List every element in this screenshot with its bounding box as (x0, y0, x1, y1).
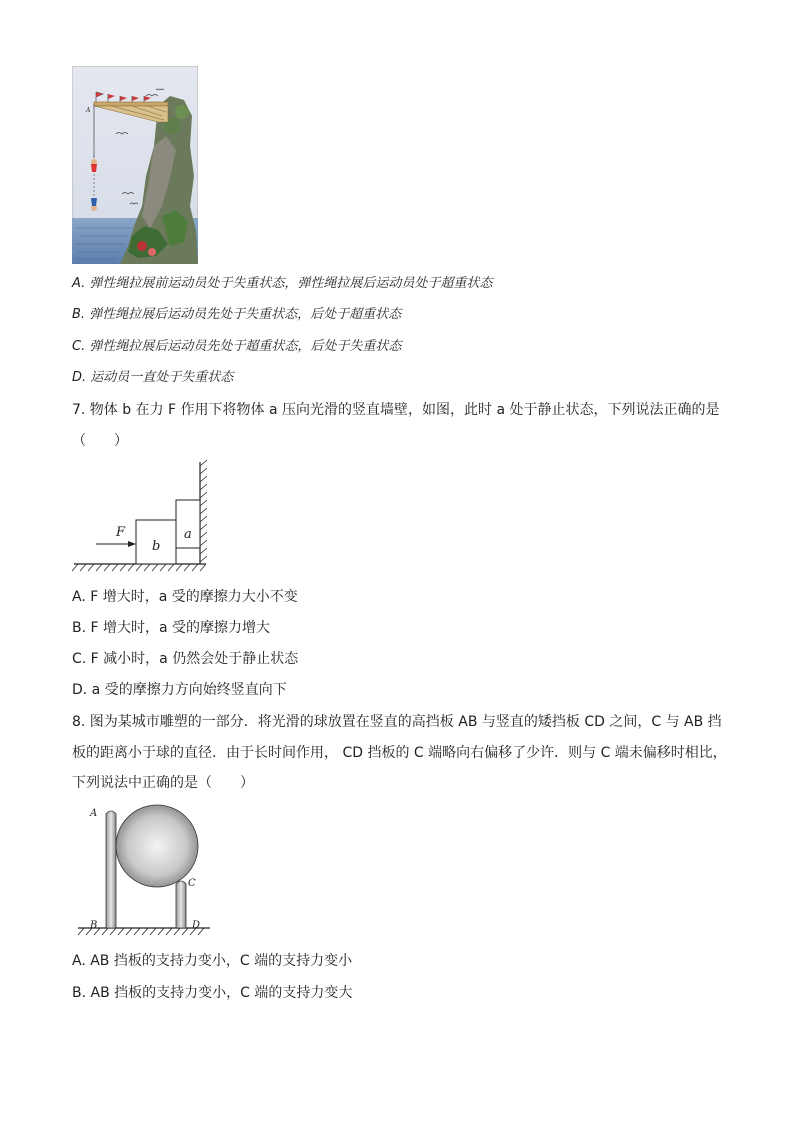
q7-stem-line1: 7. 物体 b 在力 F 作用下将物体 a 压向光滑的竖直墙壁，如图，此时 a 处于静止状态，下列说法正确的是 (72, 402, 720, 418)
block-b-label: b (152, 539, 161, 554)
label-d: D (192, 920, 201, 931)
q8-stem-line2: 板的距离小于球的直径．由于长时间作用， CD 挡板的 C 端略向右偏移了少许．则与 C 端未偏移时相比， (72, 745, 727, 761)
block-wall-diagram (72, 458, 212, 578)
label-a: A (90, 808, 98, 819)
ball (116, 805, 198, 887)
bungee-illustration (72, 66, 198, 264)
q8-stem-line1: 8. 图为某城市雕塑的一部分．将光滑的球放置在竖直的高挡板 AB 与竖直的矮挡板 CD 之间，C 与 AB 挡 (72, 714, 722, 730)
q6-option-a[interactable]: A. 弹性绳拉展前运动员处于失重状态，弹性绳拉展后运动员处于超重状态 (72, 276, 493, 291)
force-label: F (116, 525, 126, 540)
q6-option-d[interactable]: D. 运动员一直处于失重状态 (72, 370, 234, 385)
q7-option-d[interactable]: D. a 受的摩擦力方向始终竖直向下 (72, 682, 287, 698)
figure-label-a: A (86, 107, 91, 114)
floor-hatch (72, 564, 206, 571)
label-b: B (90, 920, 98, 931)
block-a-label: a (184, 527, 192, 542)
q8-figure (76, 800, 216, 942)
bungee-scene (72, 66, 198, 264)
q8-option-a[interactable]: A. AB 挡板的支持力变小，C 端的支持力变小 (72, 953, 353, 969)
ball-plates-diagram (76, 800, 216, 942)
q7-option-b[interactable]: B. F 增大时，a 受的摩擦力增大 (72, 620, 271, 636)
q6-option-b[interactable]: B. 弹性绳拉展后运动员先处于失重状态，后处于超重状态 (72, 307, 402, 322)
tall-plate-ab (106, 811, 116, 928)
q6-option-c[interactable]: C. 弹性绳拉展后运动员先处于超重状态，后处于失重状态 (72, 339, 402, 354)
q8-option-b[interactable]: B. AB 挡板的支持力变小，C 端的支持力变大 (72, 985, 353, 1001)
short-plate-cd (176, 881, 186, 928)
force-arrowhead (128, 541, 136, 547)
wall-hatch (200, 460, 207, 562)
q7-option-c[interactable]: C. F 减小时，a 仍然会处于静止状态 (72, 651, 299, 667)
label-c: C (188, 878, 196, 889)
q7-stem-line2: （ ） (72, 433, 128, 449)
q7-figure (72, 458, 212, 578)
q8-stem-line3: 下列说法中正确的是（ ） (72, 775, 254, 791)
q7-option-a[interactable]: A. F 增大时，a 受的摩擦力大小不变 (72, 589, 298, 605)
